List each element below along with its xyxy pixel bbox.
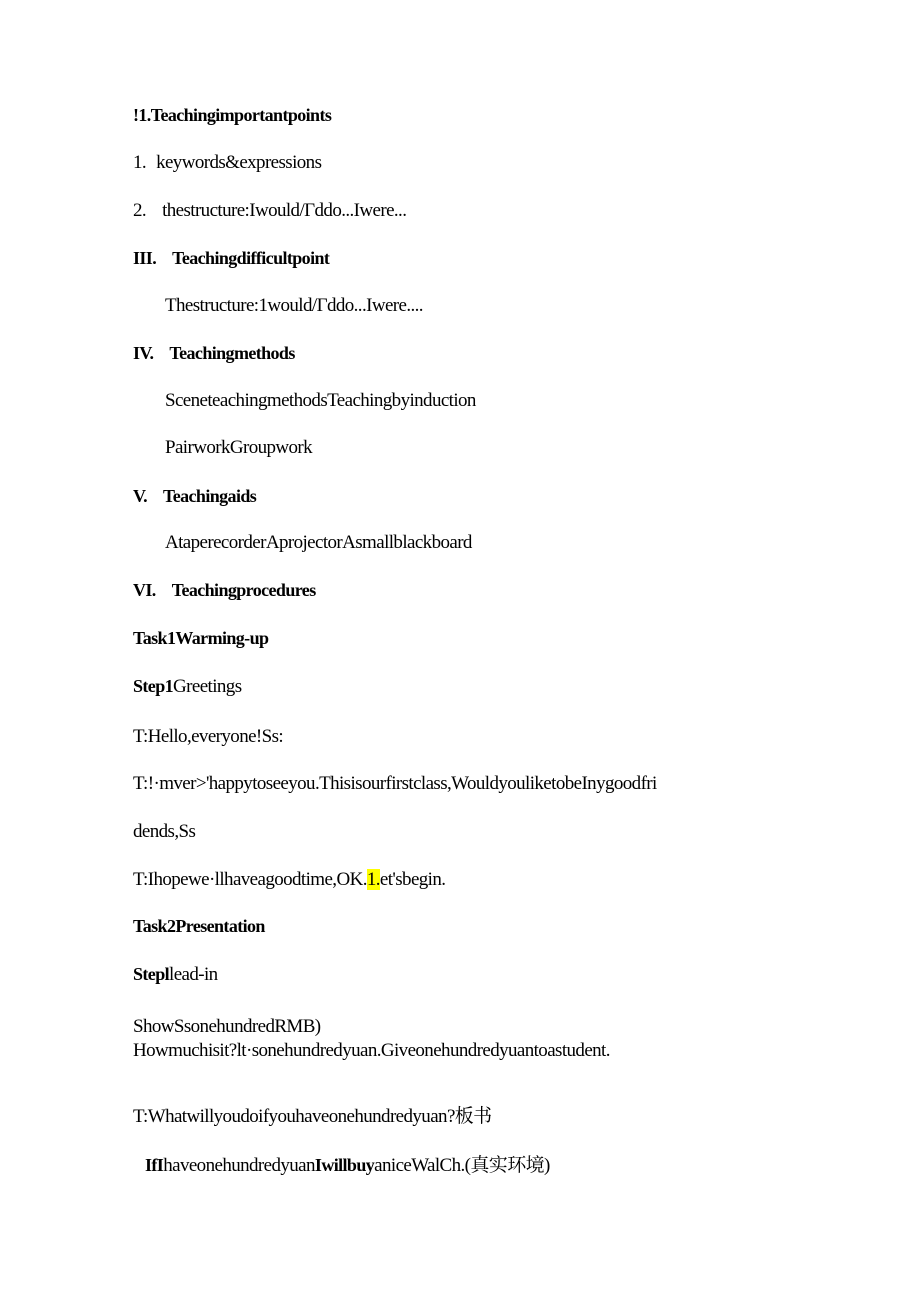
example-bold: IfI: [145, 1155, 164, 1175]
highlighted-text: 1.: [366, 869, 380, 890]
presentation-line-1: ShowSsonehundredRMB): [133, 1016, 321, 1037]
methods-line-2: PairworkGroupwork: [165, 437, 313, 458]
presentation-question: T:Whatwillyoudoifyouhaveonehundredyuan?板书: [133, 1106, 492, 1127]
heading-teaching-methods: [133, 341, 295, 365]
list-text: keywords&expressions: [156, 152, 322, 173]
dialogue-text: T:Ihopewe·llhaveagoodtime,OK.: [133, 869, 367, 890]
methods-line-1: SceneteachingmethodsTeachingbyinduction: [165, 390, 476, 411]
list-text: thestructure:Iwould/Γddo...Iwere...: [162, 200, 407, 221]
dialogue-line-1: T:Hello,everyone!Ss:: [133, 726, 284, 747]
dialogue-line-2-cont: dends,Ss: [133, 821, 196, 842]
example-text: haveonehundredyuan: [163, 1155, 315, 1176]
heading-number: VI.: [133, 580, 156, 600]
heading-teaching-difficult-point: [133, 246, 329, 270]
presentation-line-2: Howmuchisit?lt·sonehundredyuan.Giveonehundredyuantoastudent.: [133, 1040, 610, 1061]
list-number: 2.: [133, 200, 147, 221]
heading-text: Teachingprocedures: [171, 580, 316, 600]
heading-text: Teachingdifficultpoint: [172, 248, 330, 268]
heading-teaching-aids: [133, 484, 256, 508]
heading-text: Teachingmethods: [169, 343, 295, 363]
list-number: 1.: [133, 152, 147, 173]
task2-heading: Task2Presentation: [133, 916, 265, 936]
presentation-example: [145, 1153, 550, 1178]
step-text: Greetings: [173, 676, 242, 697]
heading-text: Teachingaids: [162, 486, 257, 506]
step1-lead-in: [133, 962, 218, 987]
step-label: Stepl: [133, 964, 170, 984]
heading-teaching-procedures: [133, 578, 316, 602]
heading-number: V.: [133, 486, 147, 506]
example-text: aniceWalCh.(真实环境): [374, 1155, 550, 1176]
dialogue-line-3: [133, 868, 445, 892]
heading-teaching-important-points: !1.Teachingimportantpoints: [133, 105, 332, 125]
step1-greetings: [133, 674, 241, 699]
heading-number: III.: [133, 248, 157, 268]
list-item-1: [133, 151, 321, 175]
step-text: lead-in: [169, 964, 218, 985]
difficult-point-text: Thestructure:1would/Γddo...Iwere....: [165, 295, 423, 316]
heading-number: IV.: [133, 343, 154, 363]
list-item-2: [133, 199, 406, 223]
task1-heading: Task1Warming-up: [133, 628, 269, 648]
dialogue-text: et'sbegin.: [379, 869, 446, 890]
step-label: Step1: [133, 676, 174, 696]
aids-text: AtaperecorderAprojectorAsmallblackboard: [165, 532, 472, 553]
example-bold: Iwillbuy: [314, 1155, 375, 1175]
dialogue-line-2: T:!·mver>'happytoseeyou.Thisisourfirstclass,WouldyouliketobeInygoodfri: [133, 773, 657, 794]
